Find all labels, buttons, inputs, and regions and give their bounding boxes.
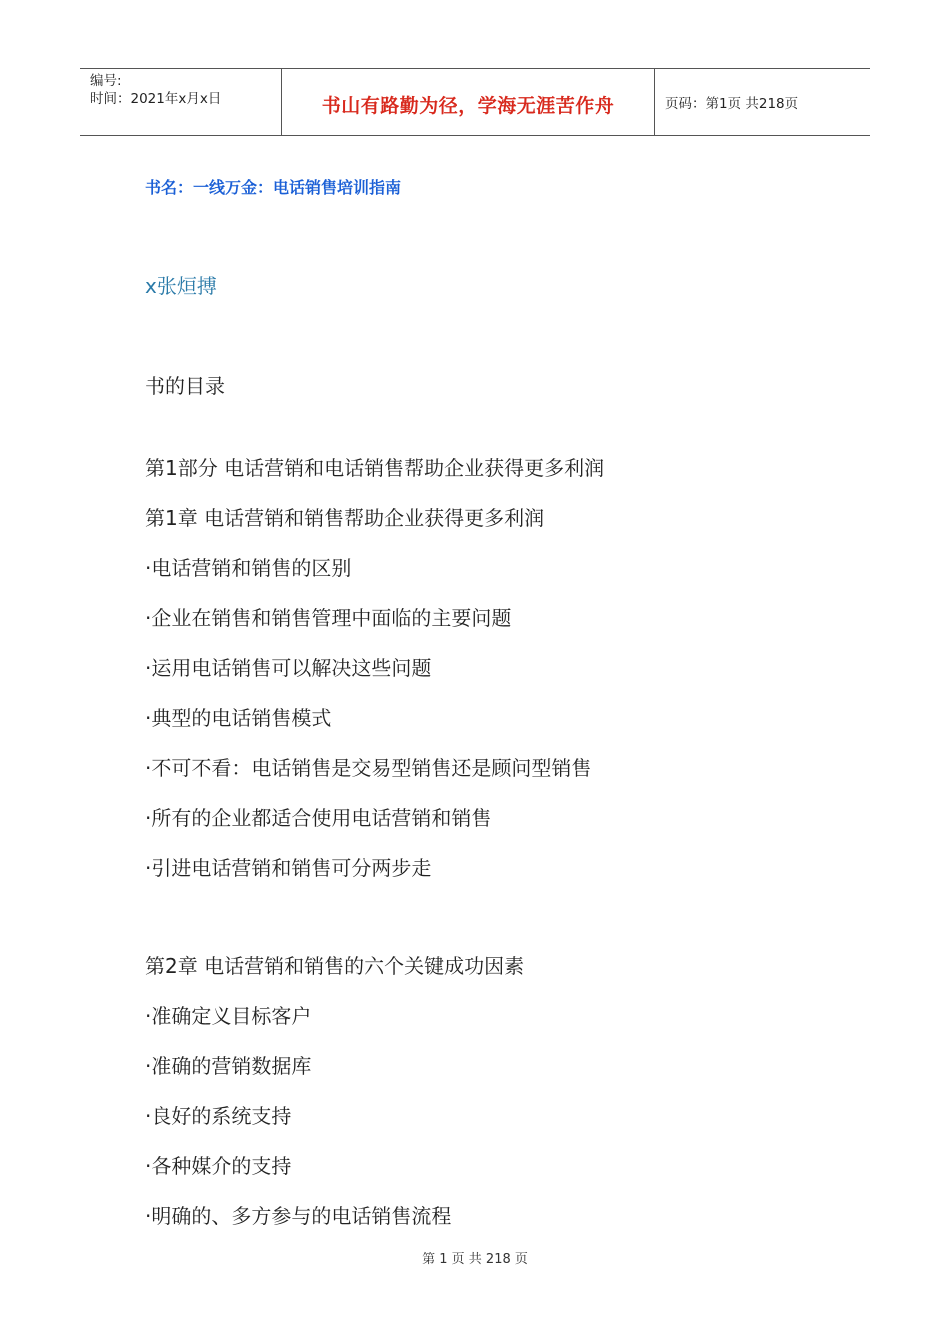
toc-item: ·运用电话销售可以解决这些问题 bbox=[145, 656, 432, 680]
toc-item: ·典型的电话销售模式 bbox=[145, 706, 332, 730]
author-name: x张烜搏 bbox=[145, 274, 217, 298]
toc-heading: 书的目录 bbox=[145, 374, 225, 398]
toc-item: ·准确定义目标客户 bbox=[145, 1004, 312, 1028]
toc-chapter-1: 第1章 电话营销和销售帮助企业获得更多利润 bbox=[145, 506, 545, 530]
page-info: 页码：第1页 共218页 bbox=[665, 96, 799, 112]
page-footer: 第 1 页 共 218 页 bbox=[422, 1252, 528, 1267]
header-motto-cell bbox=[282, 69, 655, 135]
date-line: 时间：2021年x月x日 bbox=[90, 91, 222, 107]
page-header bbox=[80, 68, 870, 136]
motto: 书山有路勤为径，学海无涯苦作舟 bbox=[321, 94, 615, 117]
toc-spacer bbox=[145, 893, 604, 941]
toc-item: ·引进电话营销和销售可分两步走 bbox=[145, 856, 432, 880]
toc-part-1: 第1部分 电话营销和电话销售帮助企业获得更多利润 bbox=[145, 456, 605, 480]
header-page-cell bbox=[655, 69, 870, 135]
header-meta-cell bbox=[80, 69, 282, 135]
toc-item: ·电话营销和销售的区别 bbox=[145, 556, 352, 580]
serial-label: 编号: bbox=[90, 73, 122, 89]
toc-item: ·准确的营销数据库 bbox=[145, 1054, 312, 1078]
toc-chapter-2: 第2章 电话营销和销售的六个关键成功因素 bbox=[145, 954, 525, 978]
toc-item: ·企业在销售和销售管理中面临的主要问题 bbox=[145, 606, 512, 630]
toc-item: ·良好的系统支持 bbox=[145, 1104, 292, 1128]
toc-item: ·所有的企业都适合使用电话营销和销售 bbox=[145, 806, 492, 830]
book-title: 书名：一线万金：电话销售培训指南 bbox=[145, 178, 402, 197]
table-of-contents bbox=[145, 443, 604, 1241]
toc-item: ·各种媒介的支持 bbox=[145, 1154, 292, 1178]
toc-item: ·明确的、多方参与的电话销售流程 bbox=[145, 1204, 452, 1228]
toc-item: ·不可不看：电话销售是交易型销售还是顾问型销售 bbox=[145, 756, 592, 780]
